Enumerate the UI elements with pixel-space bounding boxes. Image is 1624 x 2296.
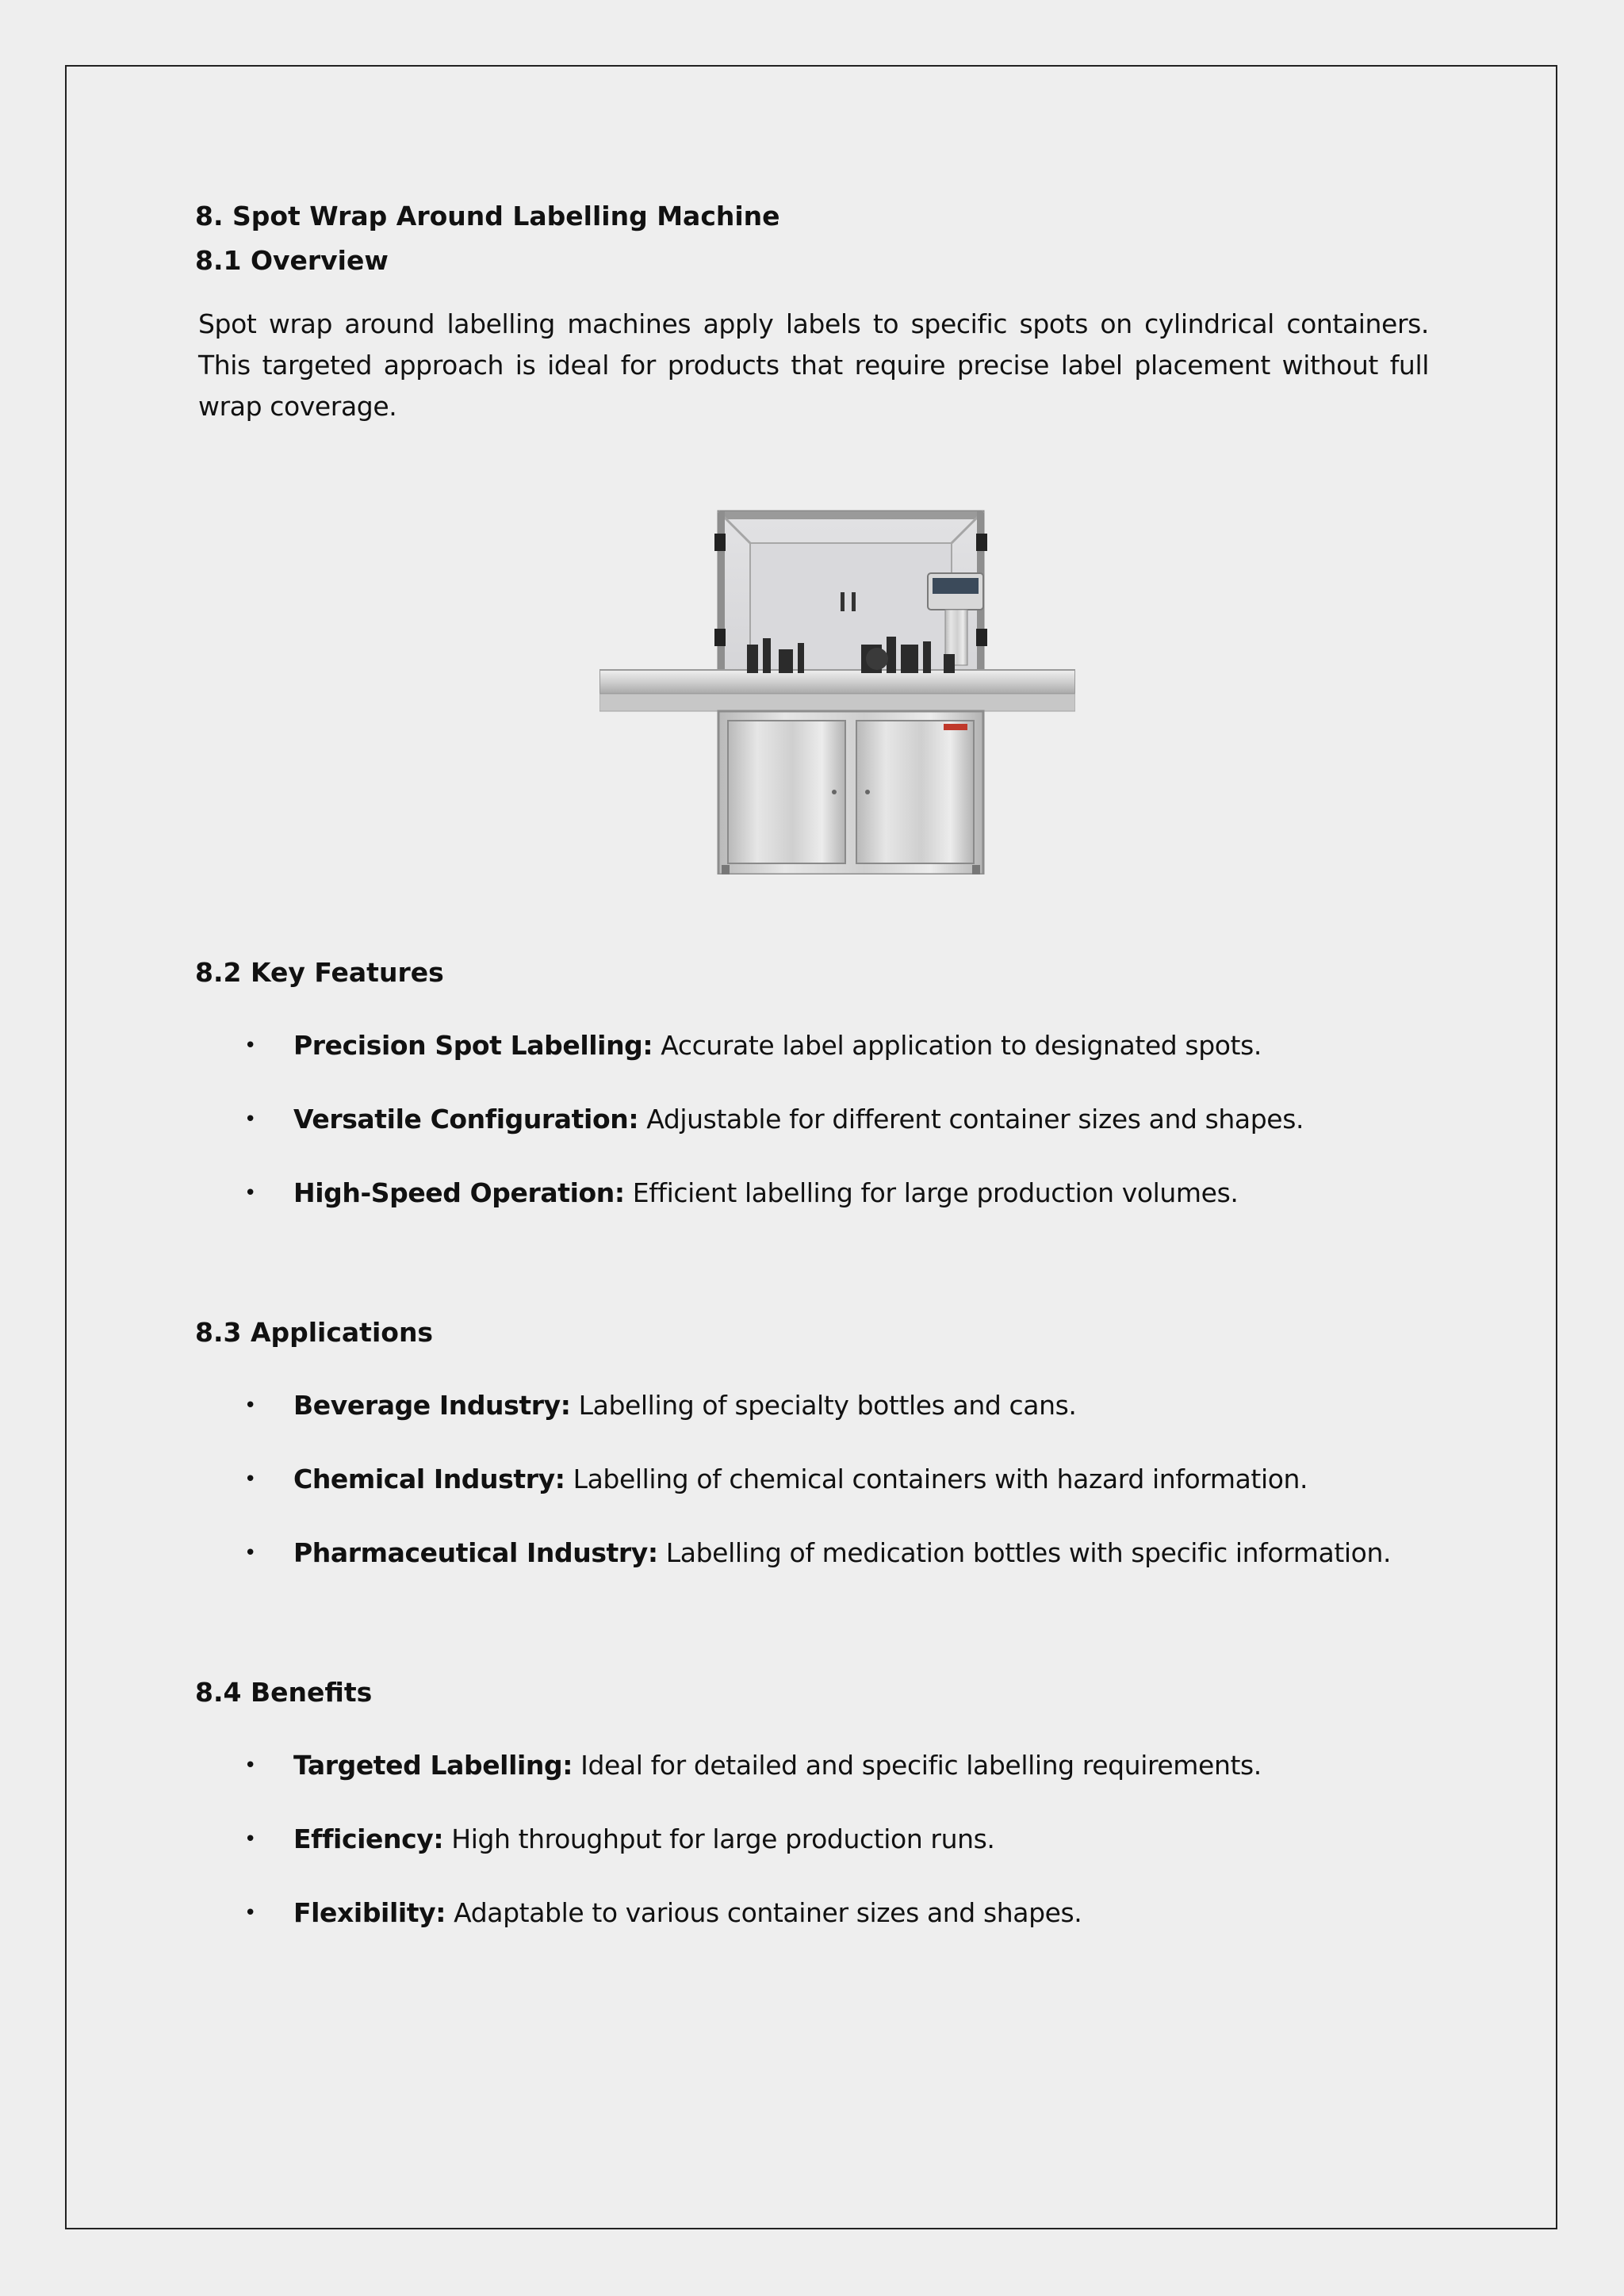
feature-term: High-Speed Operation: — [293, 1177, 625, 1208]
benefits-list — [195, 1743, 1429, 1965]
benefit-term: Efficiency: — [293, 1823, 444, 1854]
key-features-list — [195, 1024, 1429, 1245]
list-item — [195, 1097, 1429, 1171]
document-body — [195, 194, 1429, 1928]
labelling-machine-photo — [599, 486, 1075, 874]
feature-text: Efficient labelling for large production volumes. — [624, 1177, 1239, 1208]
application-text: Labelling of medication bottles with specific information. — [657, 1537, 1392, 1568]
bullet-icon: • — [244, 1108, 256, 1131]
benefit-text: Ideal for detailed and specific labelling requirements. — [573, 1750, 1262, 1781]
list-item — [195, 1743, 1429, 1817]
bullet-icon: • — [244, 1754, 256, 1777]
list-item — [195, 1457, 1429, 1531]
benefits-heading: 8.4 Benefits — [195, 1677, 373, 1708]
list-item — [195, 1817, 1429, 1891]
applications-heading: 8.3 Applications — [195, 1317, 434, 1348]
overview-paragraph: Spot wrap around labelling machines apply labels to specific spots on cylindrical containers. This targeted approach is ideal for products that require precise label placement without full wrap coverage. — [198, 308, 1429, 422]
bullet-icon: • — [244, 1901, 256, 1925]
application-term: Beverage Industry: — [293, 1390, 571, 1421]
application-term: Chemical Industry: — [293, 1464, 565, 1494]
bullet-icon: • — [244, 1181, 256, 1205]
bullet-icon: • — [244, 1394, 256, 1418]
overview-heading: 8.1 Overview — [195, 245, 389, 276]
section-title: 8. Spot Wrap Around Labelling Machine — [195, 201, 780, 232]
list-item — [195, 1531, 1429, 1605]
bullet-icon: • — [244, 1468, 256, 1491]
bullet-icon: • — [244, 1827, 256, 1851]
feature-text: Adjustable for different container sizes and shapes. — [638, 1104, 1304, 1135]
benefit-text: Adaptable to various container sizes and shapes. — [446, 1897, 1082, 1928]
benefit-text: High throughput for large production runs. — [443, 1823, 995, 1854]
key-features-heading: 8.2 Key Features — [195, 957, 444, 988]
labelling-machine-illustration — [599, 486, 1075, 874]
benefit-term: Targeted Labelling: — [293, 1750, 573, 1781]
application-term: Pharmaceutical Industry: — [293, 1537, 658, 1568]
application-text: Labelling of chemical containers with hazard information. — [565, 1464, 1308, 1494]
feature-term: Versatile Configuration: — [293, 1104, 639, 1135]
list-item — [195, 1171, 1429, 1245]
bullet-icon: • — [244, 1541, 256, 1565]
benefit-term: Flexibility: — [293, 1897, 446, 1928]
bullet-icon: • — [244, 1034, 256, 1058]
list-item — [195, 1891, 1429, 1965]
application-text: Labelling of specialty bottles and cans. — [570, 1390, 1077, 1421]
list-item — [195, 1383, 1429, 1457]
feature-term: Precision Spot Labelling: — [293, 1030, 653, 1061]
list-item — [195, 1024, 1429, 1097]
feature-text: Accurate label application to designated spots. — [653, 1030, 1262, 1061]
applications-list — [195, 1383, 1429, 1605]
